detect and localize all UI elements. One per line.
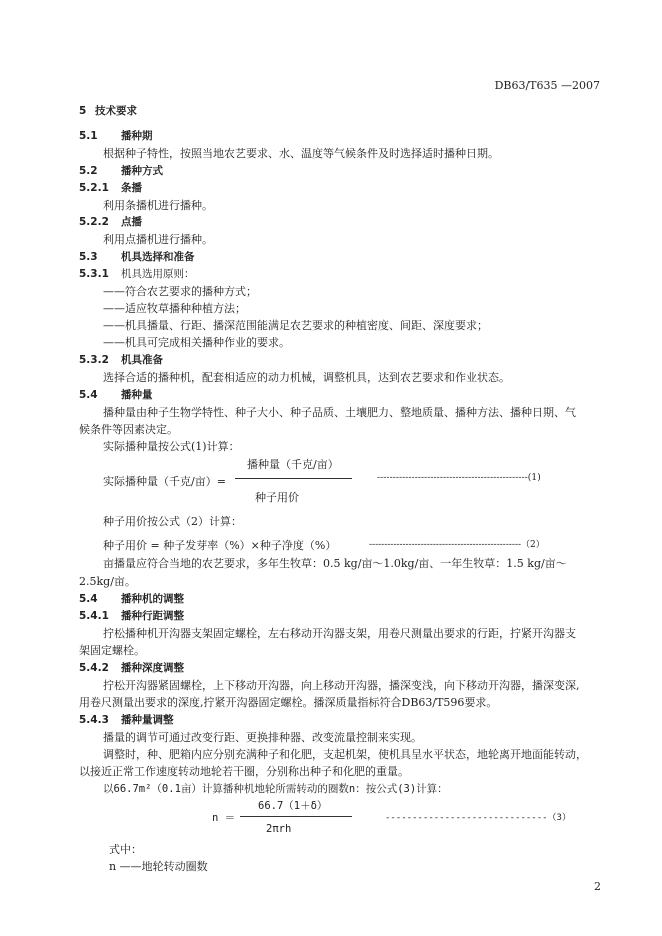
section-5-4-3-body-line2: 调整时，种、肥箱内应分别充满种子和化肥，支起机架，使机具呈水平状态，地轮离开地面能转动， [103,748,587,761]
section-title: 技术要求 [95,105,137,117]
where-label: 式中： [109,843,142,856]
formula-1-denominator: 种子用价 [255,491,299,504]
list-item: ——机具播量、行距、播深范围能满足农艺要求的种植密度、间距、深度要求； [103,319,488,332]
seeding-rate-line1: 亩播量应符合当地的农艺要求，多年生牧草：0.5 kg/亩～1.0kg/亩、一年生牧草：1.5 kg/亩～ [103,557,567,570]
section-5-1-body: 根据种子特性，按照当地农艺要求、水、温度等气候条件及时选择适时播种日期。 [103,147,499,160]
formula-1-lhs: 实际播种量（千克/亩）= [103,475,226,488]
section-5-2-1-body: 利用条播机进行播种。 [103,199,213,212]
formula-2-intro: 种子用价按公式（2）计算： [103,515,242,528]
section-number: 5.3.1 [79,268,109,280]
section-5-4-body-line1: 播种量由种子生物学特性、种子大小、种子品质、土壤肥力、整地质量、播种方法、播种日期、气 [103,406,576,419]
section-number: 5.4.1 [79,610,109,622]
section-number: 5.2 [79,165,98,177]
section-5-4-3-body-line1: 播量的调节可通过改变行距、更换排种器、改变流量控制来实现。 [103,731,422,744]
section-5-4-1-heading [79,608,184,623]
section-5-heading [79,103,137,118]
section-title: 播种量 [121,389,153,401]
section-5-3-heading [79,249,195,264]
formula-1-numerator: 播种量（千克/亩） [247,458,339,471]
formula-3-lhs: n ＝ [212,812,236,824]
section-5-4-2-heading [79,660,184,675]
formula-1-tag: ------------------------------------------------(1) [377,473,541,483]
section-title: 机具选择和准备 [121,251,195,263]
section-number: 5.4 [79,389,98,401]
section-5-4-1-body-line2: 架固定螺栓。 [79,644,145,657]
seeding-rate-line2: 2.5kg/亩。 [79,575,136,588]
section-title: 播种方式 [121,165,163,177]
list-item: ——符合农艺要求的播种方式； [103,285,257,298]
section-number: 5.1 [79,130,98,142]
section-title: 播种深度调整 [121,662,184,674]
section-number: 5.4.3 [79,714,109,726]
section-number: 5.3 [79,251,98,263]
section-number: 5.2.1 [79,182,109,194]
section-number: 5.3.2 [79,354,109,366]
section-title: 机具选用原则： [121,268,195,280]
section-5-4-3-body-line3: 以接近正常工作速度转动地轮若干圈，分别称出种子和化肥的重量。 [79,765,409,778]
list-item: ——适应牧草播种种植方法； [103,302,246,315]
section-5-4-heading [79,387,153,402]
section-5-4-adjust-heading [79,591,184,606]
section-5-1-heading [79,128,153,143]
variable-definition-n: n ——地轮转动圈数 [109,860,208,873]
section-title: 机具准备 [121,354,163,366]
section-5-4-1-body-line1: 拧松播种机开沟器支架固定螺栓，左右移动开沟器支架，用卷尺测量出要求的行距，拧紧开沟器支 [103,627,576,640]
list-item: ——机具可完成相关播种作业的要求。 [103,336,290,349]
section-number: 5 [79,105,87,117]
formula-3-numerator: 66.7（1＋δ） [258,800,328,812]
formula-3-denominator: 2πrh [266,823,292,835]
section-5-3-1-heading [79,266,195,281]
section-5-4-3-heading [79,712,174,727]
section-5-2-1-heading [79,180,142,195]
formula-1-fraction-bar [235,478,352,479]
page-number: 2 [594,880,601,893]
section-title: 播种机的调整 [121,593,184,605]
section-title: 条播 [121,182,142,194]
standard-code: DB63/T635 —2007 [494,79,600,92]
formula-1-intro: 实际播种量按公式(1)计算： [103,440,240,453]
formula-2-tag: --------------------------------------------------（2） [369,540,545,550]
section-5-3-2-heading [79,352,163,367]
formula-3-tag: ------------------------------（3） [385,813,571,823]
section-5-4-2-body-line2: 用卷尺测量出要求的深度,拧紧开沟器固定螺栓。播深质量指标符合DB63/T596要求。 [79,696,498,709]
formula-3-intro: 以66.7m²（0.1亩）计算播种机地轮所需转动的圈数n：按公式(3)计算： [103,783,448,795]
formula-2: 种子用价 = 种子发芽率（%）×种子净度（%） [103,539,337,552]
section-5-3-2-body: 选择合适的播种机，配套相适应的动力机械，调整机具，达到农艺要求和作业状态。 [103,371,510,384]
section-number: 5.2.2 [79,216,109,228]
section-5-4-body-line2: 候条件等因素决定。 [79,423,178,436]
section-5-2-2-body: 利用点播机进行播种。 [103,233,213,246]
formula-3-fraction-bar [240,816,352,817]
section-number: 5.4.2 [79,662,109,674]
section-title: 播种行距调整 [121,610,184,622]
section-5-2-heading [79,163,163,178]
section-5-2-2-heading [79,214,142,229]
section-title: 播种量调整 [121,714,174,726]
section-title: 播种期 [121,130,153,142]
section-5-4-2-body-line1: 拧松开沟器紧固螺栓，上下移动开沟器，向上移动开沟器，播深变浅，向下移动开沟器，播深变深, [103,679,580,692]
section-title: 点播 [121,216,142,228]
section-number: 5.4 [79,593,98,605]
